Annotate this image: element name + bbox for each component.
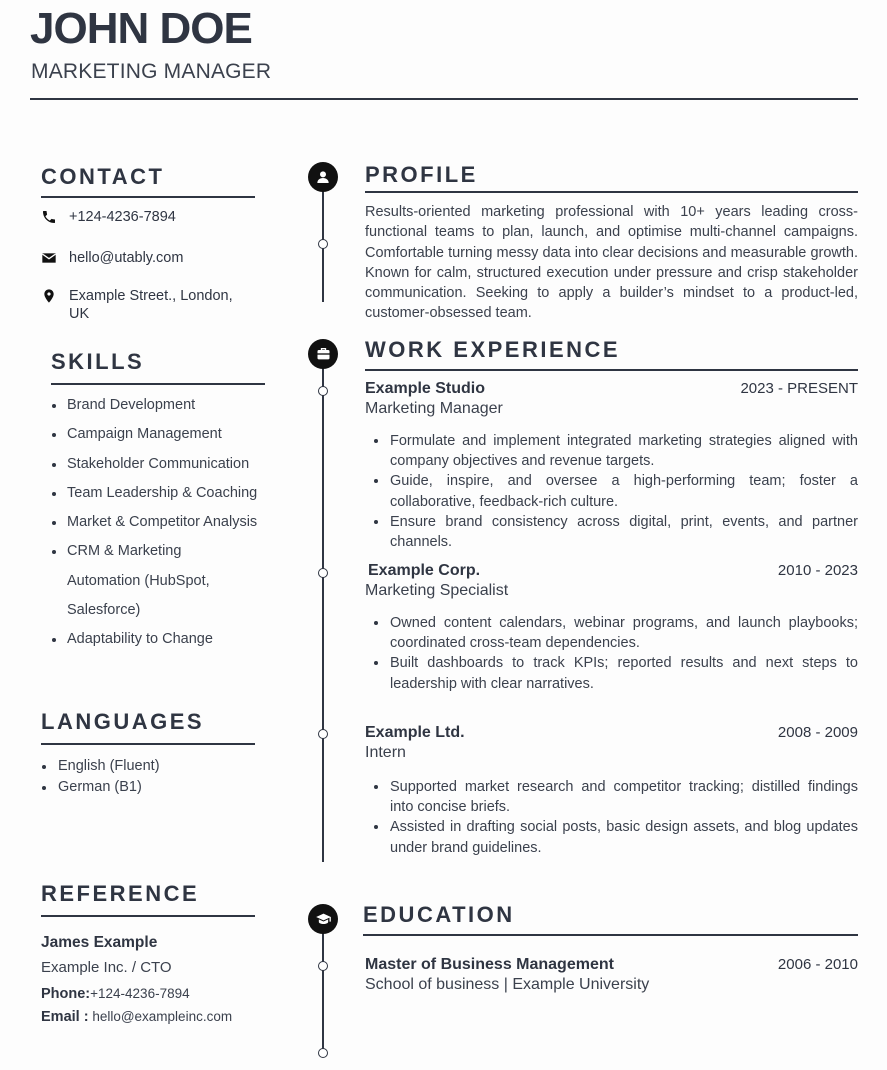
job-role: Intern	[365, 744, 406, 761]
reference-email-label: Email :	[41, 1009, 89, 1025]
job-dates: 2010 - 2023	[777, 562, 858, 579]
timeline-dot	[318, 961, 328, 971]
graduation-cap-icon	[308, 904, 338, 934]
reference-heading: REFERENCE	[41, 881, 200, 906]
job-bullets	[365, 777, 858, 858]
job-entry	[365, 724, 858, 858]
list-item: Formulate and implement integrated marketing strategies aligned with company objectives and revenue targets.	[365, 431, 858, 471]
experience-divider	[365, 369, 858, 371]
contact-heading: CONTACT	[41, 164, 165, 189]
contact-address-text: Example Street., London, UK	[69, 288, 233, 322]
job-entry	[365, 562, 858, 694]
location-pin-icon	[41, 287, 59, 305]
contact-divider	[41, 196, 255, 198]
contact-phone-text[interactable]: +124-4236-7894	[69, 209, 176, 225]
job-bullets	[365, 613, 858, 694]
profile-heading: PROFILE	[365, 162, 478, 187]
education-divider	[363, 934, 858, 936]
profile-divider	[365, 191, 858, 193]
reference-phone	[41, 986, 190, 1002]
list-item: German (B1)	[41, 777, 261, 798]
list-item: Team Leadership & Coaching	[50, 479, 270, 508]
experience-heading: WORK EXPERIENCE	[365, 337, 621, 362]
candidate-title: MARKETING MANAGER	[31, 60, 272, 83]
list-item: Market & Competitor Analysis	[50, 508, 270, 537]
languages-list	[41, 756, 261, 797]
timeline-dot	[318, 1048, 328, 1058]
reference-email	[41, 1009, 232, 1025]
timeline-dot	[318, 568, 328, 578]
contact-address	[41, 287, 256, 323]
education-dates: 2006 - 2010	[777, 956, 858, 973]
reference-divider	[41, 915, 255, 917]
reference-name: James Example	[41, 934, 158, 951]
job-company: Example Studio	[365, 380, 486, 397]
reference-phone-label: Phone:	[41, 986, 91, 1002]
education-heading: EDUCATION	[363, 902, 515, 927]
languages-heading: LANGUAGES	[41, 709, 205, 734]
list-item: CRM & Marketing Automation (HubSpot, Salesforce)	[50, 537, 225, 625]
languages-divider	[41, 743, 255, 745]
contact-email-text[interactable]: hello@utably.com	[69, 250, 184, 266]
job-entry	[365, 380, 858, 552]
education-school: School of business | Example University	[365, 976, 650, 993]
timeline-dot	[318, 239, 328, 249]
list-item: Brand Development	[50, 391, 270, 420]
skills-heading: SKILLS	[51, 349, 145, 374]
job-dates: 2023 - PRESENT	[740, 380, 858, 397]
education-degree: Master of Business Management	[365, 956, 614, 973]
job-bullets	[365, 431, 858, 552]
mail-icon	[41, 250, 59, 268]
list-item: Assisted in drafting social posts, basic design assets, and blog updates under brand guidelines.	[365, 817, 858, 857]
list-item: Built dashboards to track KPIs; reported results and next steps to leadership with clear narratives.	[365, 653, 858, 693]
list-item: Owned content calendars, webinar programs, and launch playbooks; coordinated cross-team dependencies.	[365, 613, 858, 653]
contact-email	[41, 250, 183, 268]
user-icon	[308, 162, 338, 192]
skills-divider	[51, 383, 265, 385]
timeline-line-education	[322, 918, 324, 1054]
education-entry	[365, 956, 858, 994]
list-item: Ensure brand consistency across digital, print, events, and partner channels.	[365, 512, 858, 552]
job-dates: 2008 - 2009	[777, 724, 858, 741]
job-role: Marketing Specialist	[365, 582, 509, 599]
candidate-name: JOHN DOE	[30, 4, 252, 53]
list-item: English (Fluent)	[41, 756, 261, 777]
list-item: Stakeholder Communication	[50, 450, 270, 479]
job-company: Example Ltd.	[365, 724, 465, 741]
briefcase-icon	[308, 339, 338, 369]
contact-phone	[41, 209, 176, 227]
timeline-line-experience	[322, 354, 324, 862]
skills-list	[50, 391, 270, 655]
list-item: Adaptability to Change	[50, 625, 270, 654]
timeline-dot	[318, 386, 328, 396]
reference-email-value[interactable]: hello@exampleinc.com	[92, 1009, 233, 1024]
profile-text: Results-oriented marketing professional with 10+ years leading cross-functional teams to plan, launch, and optimise multi-channel campaigns. Comfortable turning messy data into clear decisions and measurable growth. Known for calm, structured execution under pressure and crisp stakeholder communication. Seeking to apply a builder’s mindset to a product-led, customer-obsessed team.	[365, 204, 858, 322]
header-divider	[30, 98, 858, 100]
job-company: Example Corp.	[368, 562, 481, 579]
reference-position: Example Inc. / CTO	[41, 959, 172, 976]
list-item: Campaign Management	[50, 420, 270, 449]
reference-phone-value[interactable]: +124-4236-7894	[90, 986, 190, 1001]
phone-icon	[41, 209, 59, 227]
job-role: Marketing Manager	[365, 400, 503, 417]
timeline-dot	[318, 729, 328, 739]
list-item: Guide, inspire, and oversee a high-performing team; foster a collaborative, feedback-rich culture.	[365, 471, 858, 511]
list-item: Supported market research and competitor tracking; distilled findings into concise briefs.	[365, 777, 858, 817]
